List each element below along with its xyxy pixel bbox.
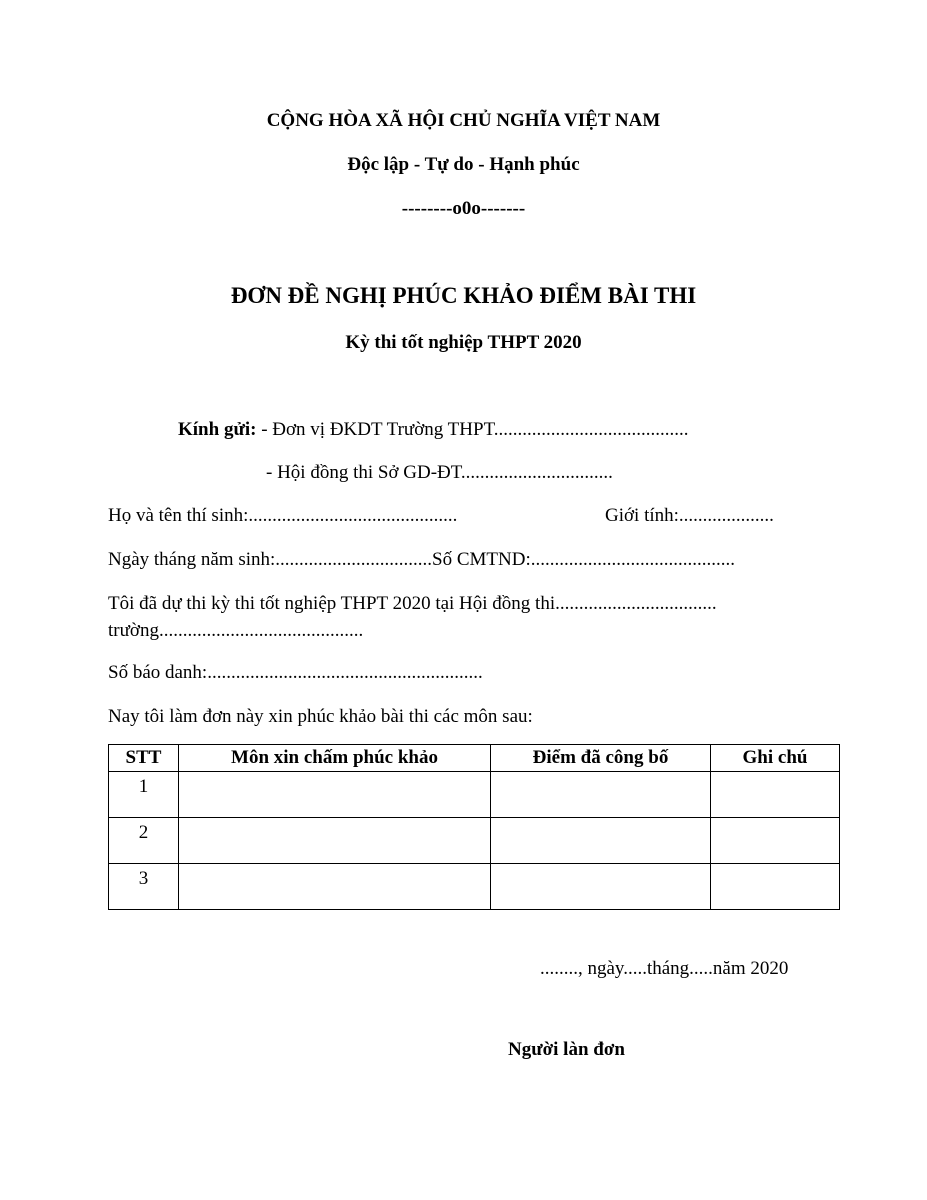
row-subject-cell[interactable] [179, 864, 491, 910]
field-exam-council: Tôi đã dự thi kỳ thi tốt nghiệp THPT 2020 tại Hội đồng thi.................................. [108, 593, 717, 614]
row-stt: 3 [109, 864, 179, 910]
row-note-cell[interactable] [711, 864, 840, 910]
recipient-label: Kính gửi: [178, 419, 257, 440]
field-dob-id: Ngày tháng năm sinh:.................................Số CMTND:........................................... [108, 549, 735, 570]
header-subject: Môn xin chấm phúc khảo [179, 745, 491, 772]
row-subject-cell[interactable] [179, 772, 491, 818]
subject-table [108, 744, 840, 910]
row-note-cell[interactable] [711, 772, 840, 818]
date-line: ........, ngày.....tháng.....năm 2020 [540, 958, 789, 979]
request-statement: Nay tôi làm đơn này xin phúc khảo bài thi các môn sau: [108, 706, 533, 727]
header-stt: STT [109, 745, 179, 772]
header-score: Điểm đã công bố [491, 745, 711, 772]
separator: --------o0o------- [401, 198, 526, 219]
recipient-line-1 [178, 419, 689, 441]
row-score-cell[interactable] [491, 818, 711, 864]
field-candidate-number: Số báo danh:.......................................................... [108, 662, 483, 683]
row-stt: 1 [109, 772, 179, 818]
document-subtitle: Kỳ thi tốt nghiệp THPT 2020 [345, 332, 582, 353]
row-note-cell[interactable] [711, 818, 840, 864]
field-full-name: Họ và tên thí sinh:............................................ [108, 505, 458, 526]
national-title: CỘNG HÒA XÃ HỘI CHỦ NGHĨA VIỆT NAM [266, 110, 661, 131]
national-motto: Độc lập - Tự do - Hạnh phúc [347, 154, 580, 175]
row-score-cell[interactable] [491, 772, 711, 818]
field-gender: Giới tính:.................... [605, 505, 774, 526]
table-row [109, 772, 840, 818]
table-header-row [109, 745, 840, 772]
header-note: Ghi chú [711, 745, 840, 772]
field-exam-school: trường........................................... [108, 620, 364, 641]
row-stt: 2 [109, 818, 179, 864]
recipient-school: - Đơn vị ĐKDT Trường THPT......................................... [256, 419, 689, 440]
row-subject-cell[interactable] [179, 818, 491, 864]
signer-label: Người làn đơn [508, 1039, 625, 1060]
recipient-line-2: - Hội đồng thi Sở GD-ĐT................................ [266, 462, 613, 483]
row-score-cell[interactable] [491, 864, 711, 910]
table-row [109, 864, 840, 910]
document-title: ĐƠN ĐỀ NGHỊ PHÚC KHẢO ĐIỂM BÀI THI [230, 283, 697, 308]
table-row [109, 818, 840, 864]
